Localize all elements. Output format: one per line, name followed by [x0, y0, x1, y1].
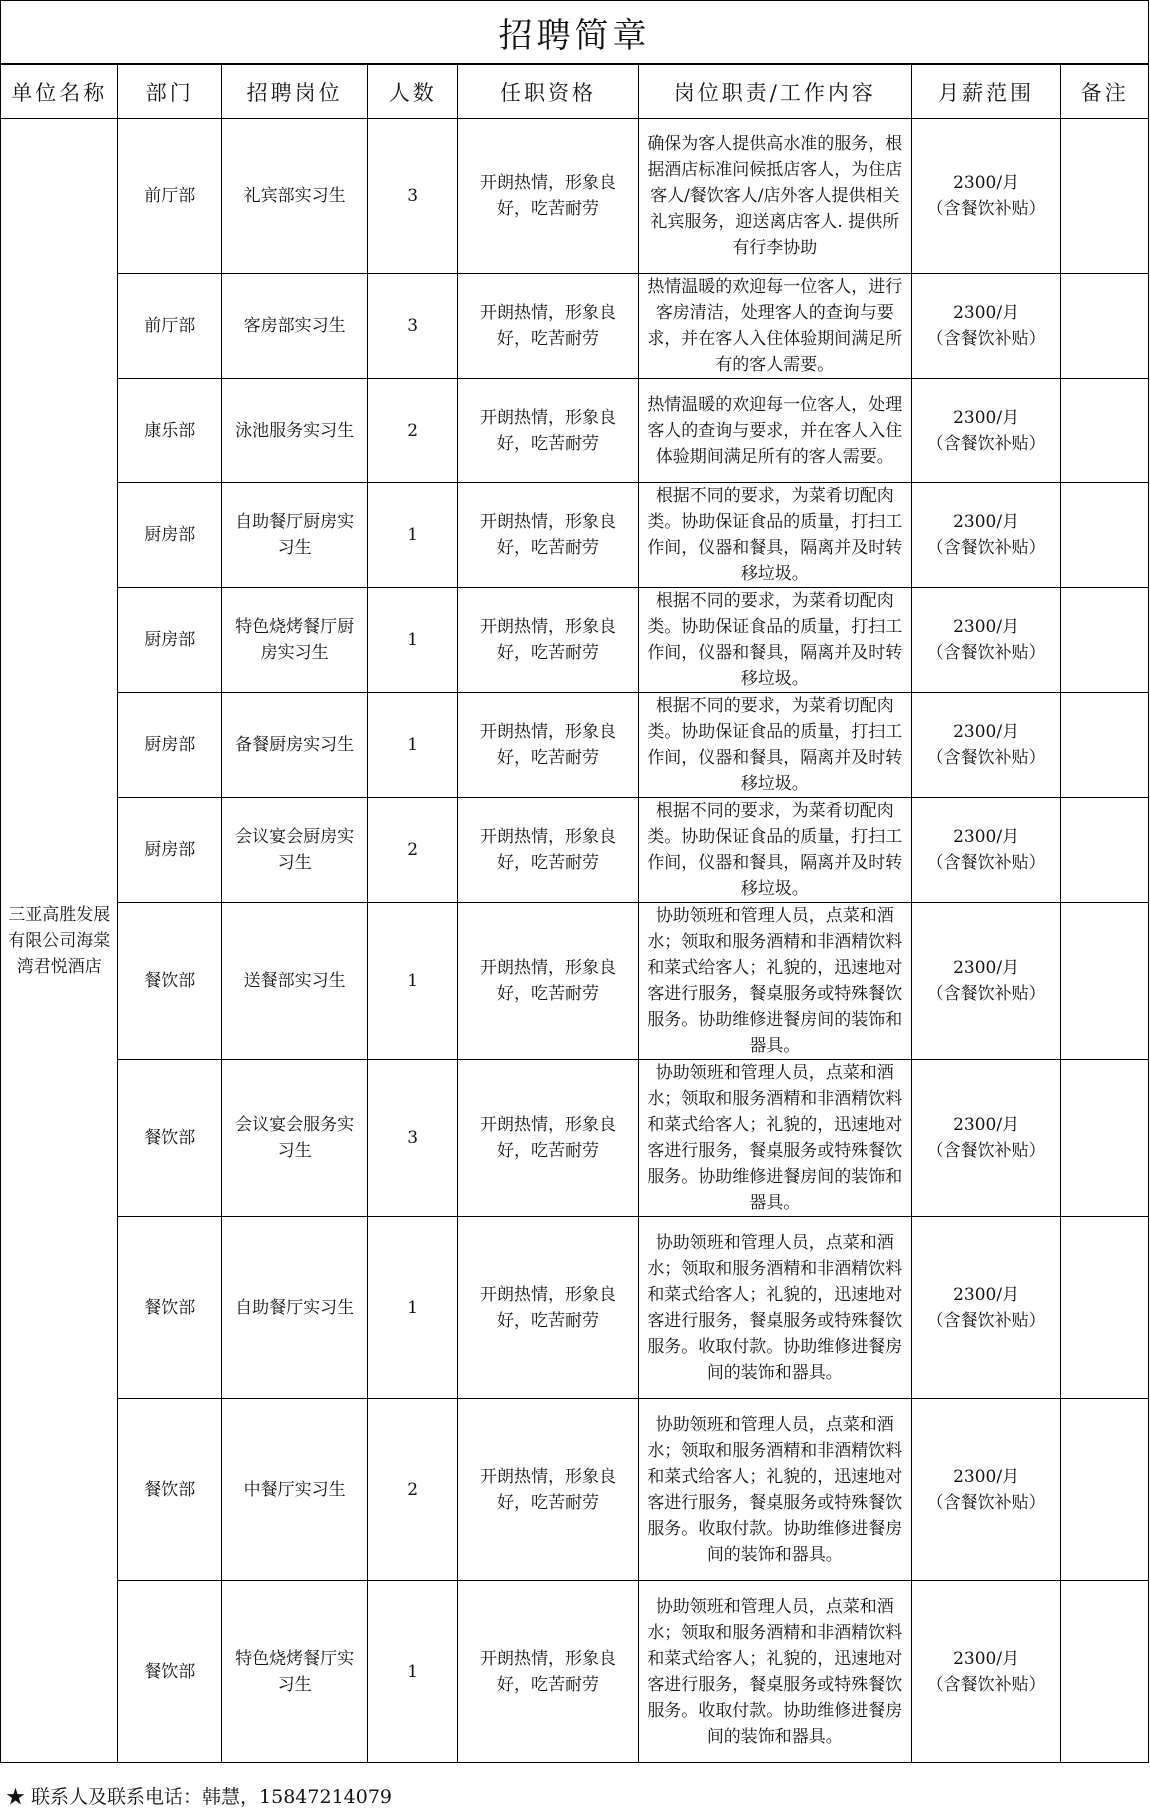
qualification-cell: 开朗热情，形象良好，吃苦耐劳 [458, 1060, 639, 1217]
company-name: 三亚高胜发展有限公司海棠湾君悦酒店 [1, 119, 118, 1763]
salary-cell [911, 1060, 1061, 1217]
dept-cell: 厨房部 [118, 798, 222, 903]
header-position: 招聘岗位 [222, 65, 368, 119]
duties-cell: 协助领班和管理人员，点菜和酒水；领取和服务酒精和非酒精饮料和菜式给客人；礼貌的，迅速地对客进行服务，餐桌服务或特殊餐饮服务。协助维修进餐房间的装饰和器具。 [638, 903, 911, 1060]
salary-note: （含餐饮补贴） [926, 433, 1046, 454]
dept-cell: 厨房部 [118, 693, 222, 798]
salary-cell [911, 1581, 1061, 1763]
remark-cell [1061, 379, 1149, 483]
qualification-cell: 开朗热情，形象良好，吃苦耐劳 [458, 693, 639, 798]
qualification-cell: 开朗热情，形象良好，吃苦耐劳 [458, 588, 639, 693]
header-duties: 岗位职责/工作内容 [638, 65, 911, 119]
remark-cell [1061, 119, 1149, 274]
count-cell: 3 [368, 274, 458, 379]
salary-amount: 2300/月 [953, 512, 1020, 532]
count-cell: 3 [368, 119, 458, 274]
salary-amount: 2300/月 [953, 303, 1020, 323]
remark-cell [1061, 588, 1149, 693]
table-row [1, 483, 1149, 588]
table-row [1, 1581, 1149, 1763]
count-cell: 1 [368, 1217, 458, 1399]
salary-cell [911, 274, 1061, 379]
salary-note: （含餐饮补贴） [926, 853, 1046, 873]
salary-amount: 2300/月 [953, 1466, 1020, 1487]
position-cell: 自助餐厅厨房实习生 [222, 483, 368, 588]
salary-amount: 2300/月 [953, 958, 1020, 978]
salary-amount: 2300/月 [953, 722, 1020, 742]
qualification-cell: 开朗热情，形象良好，吃苦耐劳 [458, 1399, 639, 1581]
duties-cell: 根据不同的要求，为菜肴切配肉类。协助保证食品的质量，打扫工作间，仪器和餐具，隔离并及时转移垃圾。 [638, 693, 911, 798]
table-row [1, 1060, 1149, 1217]
dept-cell: 康乐部 [118, 379, 222, 483]
duties-cell: 协助领班和管理人员，点菜和酒水；领取和服务酒精和非酒精饮料和菜式给客人；礼貌的，迅速地对客进行服务，餐桌服务或特殊餐饮服务。收取付款。协助维修进餐房间的装饰和器具。 [638, 1399, 911, 1581]
recruitment-table [0, 64, 1149, 1763]
dept-cell: 厨房部 [118, 588, 222, 693]
salary-cell [911, 483, 1061, 588]
duties-cell: 协助领班和管理人员，点菜和酒水；领取和服务酒精和非酒精饮料和菜式给客人；礼貌的，迅速地对客进行服务，餐桌服务或特殊餐饮服务。收取付款。协助维修进餐房间的装饰和器具。 [638, 1581, 911, 1763]
table-row [1, 274, 1149, 379]
table-row [1, 693, 1149, 798]
remark-cell [1061, 693, 1149, 798]
duties-cell: 确保为客人提供高水准的服务，根据酒店标准问候抵店客人，为住店客人/餐饮客人/店外客人提供相关礼宾服务，迎送离店客人. 提供所有行李协助 [638, 119, 911, 274]
dept-cell: 餐饮部 [118, 1581, 222, 1763]
qualification-cell: 开朗热情，形象良好，吃苦耐劳 [458, 274, 639, 379]
count-cell: 1 [368, 903, 458, 1060]
position-cell: 特色烧烤餐厅厨房实习生 [222, 588, 368, 693]
page-title: 招聘简章 [0, 0, 1149, 64]
table-row [1, 798, 1149, 903]
salary-note: （含餐饮补贴） [926, 538, 1046, 558]
count-cell: 1 [368, 693, 458, 798]
salary-amount: 2300/月 [953, 617, 1020, 637]
salary-note: （含餐饮补贴） [926, 748, 1046, 768]
salary-amount: 2300/月 [953, 1648, 1020, 1669]
table-row [1, 903, 1149, 1060]
salary-cell [911, 1217, 1061, 1399]
header-row [1, 65, 1149, 119]
salary-note: （含餐饮补贴） [926, 1674, 1046, 1695]
qualification-cell: 开朗热情，形象良好，吃苦耐劳 [458, 1217, 639, 1399]
qualification-cell: 开朗热情，形象良好，吃苦耐劳 [458, 119, 639, 274]
salary-note: （含餐饮补贴） [926, 1492, 1046, 1513]
remark-cell [1061, 483, 1149, 588]
count-cell: 1 [368, 1581, 458, 1763]
salary-cell [911, 903, 1061, 1060]
duties-cell: 热情温暖的欢迎每一位客人，进行客房清洁，处理客人的查询与要求，并在客人入住体验期间满足所有的客人需要。 [638, 274, 911, 379]
salary-note: （含餐饮补贴） [926, 984, 1046, 1004]
duties-cell: 热情温暖的欢迎每一位客人，处理客人的查询与要求，并在客人入住体验期间满足所有的客人需要。 [638, 379, 911, 483]
salary-cell [911, 588, 1061, 693]
dept-cell: 餐饮部 [118, 1217, 222, 1399]
count-cell: 2 [368, 798, 458, 903]
salary-amount: 2300/月 [953, 173, 1020, 193]
salary-note: （含餐饮补贴） [926, 643, 1046, 663]
dept-cell: 餐饮部 [118, 1060, 222, 1217]
count-cell: 3 [368, 1060, 458, 1217]
salary-cell [911, 119, 1061, 274]
position-cell: 送餐部实习生 [222, 903, 368, 1060]
dept-cell: 厨房部 [118, 483, 222, 588]
salary-note: （含餐饮补贴） [926, 1310, 1046, 1331]
salary-note: （含餐饮补贴） [926, 199, 1046, 219]
header-remark: 备注 [1061, 65, 1149, 119]
table-row [1, 1399, 1149, 1581]
salary-cell [911, 693, 1061, 798]
table-row [1, 379, 1149, 483]
contact-footer: ★ 联系人及联系电话：韩慧，15847214079 [6, 1786, 393, 1808]
header-company: 单位名称 [1, 65, 118, 119]
position-cell: 礼宾部实习生 [222, 119, 368, 274]
position-cell: 会议宴会服务实习生 [222, 1060, 368, 1217]
remark-cell [1061, 798, 1149, 903]
remark-cell [1061, 1581, 1149, 1763]
qualification-cell: 开朗热情，形象良好，吃苦耐劳 [458, 903, 639, 1060]
remark-cell [1061, 903, 1149, 1060]
position-cell: 客房部实习生 [222, 274, 368, 379]
dept-cell: 前厅部 [118, 119, 222, 274]
table-row [1, 1217, 1149, 1399]
dept-cell: 前厅部 [118, 274, 222, 379]
count-cell: 1 [368, 483, 458, 588]
remark-cell [1061, 1060, 1149, 1217]
duties-cell: 根据不同的要求，为菜肴切配肉类。协助保证食品的质量，打扫工作间，仪器和餐具，隔离并及时转移垃圾。 [638, 798, 911, 903]
position-cell: 泳池服务实习生 [222, 379, 368, 483]
header-dept: 部门 [118, 65, 222, 119]
qualification-cell: 开朗热情，形象良好，吃苦耐劳 [458, 379, 639, 483]
header-salary: 月薪范围 [911, 65, 1061, 119]
header-count: 人数 [368, 65, 458, 119]
salary-amount: 2300/月 [953, 1115, 1020, 1135]
dept-cell: 餐饮部 [118, 1399, 222, 1581]
count-cell: 2 [368, 1399, 458, 1581]
position-cell: 中餐厅实习生 [222, 1399, 368, 1581]
duties-cell: 协助领班和管理人员，点菜和酒水；领取和服务酒精和非酒精饮料和菜式给客人；礼貌的，迅速地对客进行服务，餐桌服务或特殊餐饮服务。协助维修进餐房间的装饰和器具。 [638, 1060, 911, 1217]
salary-note: （含餐饮补贴） [926, 1141, 1046, 1161]
position-cell: 会议宴会厨房实习生 [222, 798, 368, 903]
position-cell: 特色烧烤餐厅实习生 [222, 1581, 368, 1763]
qualification-cell: 开朗热情，形象良好，吃苦耐劳 [458, 1581, 639, 1763]
salary-amount: 2300/月 [953, 407, 1020, 428]
remark-cell [1061, 274, 1149, 379]
count-cell: 2 [368, 379, 458, 483]
qualification-cell: 开朗热情，形象良好，吃苦耐劳 [458, 483, 639, 588]
position-cell: 自助餐厅实习生 [222, 1217, 368, 1399]
remark-cell [1061, 1399, 1149, 1581]
qualification-cell: 开朗热情，形象良好，吃苦耐劳 [458, 798, 639, 903]
table-row [1, 119, 1149, 274]
salary-cell [911, 379, 1061, 483]
salary-note: （含餐饮补贴） [926, 329, 1046, 349]
dept-cell: 餐饮部 [118, 903, 222, 1060]
salary-amount: 2300/月 [953, 1284, 1020, 1305]
table-row [1, 588, 1149, 693]
salary-amount: 2300/月 [953, 827, 1020, 847]
duties-cell: 根据不同的要求，为菜肴切配肉类。协助保证食品的质量，打扫工作间，仪器和餐具，隔离并及时转移垃圾。 [638, 588, 911, 693]
position-cell: 备餐厨房实习生 [222, 693, 368, 798]
salary-cell [911, 798, 1061, 903]
duties-cell: 根据不同的要求，为菜肴切配肉类。协助保证食品的质量，打扫工作间，仪器和餐具，隔离并及时转移垃圾。 [638, 483, 911, 588]
duties-cell: 协助领班和管理人员，点菜和酒水；领取和服务酒精和非酒精饮料和菜式给客人；礼貌的，迅速地对客进行服务，餐桌服务或特殊餐饮服务。收取付款。协助维修进餐房间的装饰和器具。 [638, 1217, 911, 1399]
salary-cell [911, 1399, 1061, 1581]
count-cell: 1 [368, 588, 458, 693]
remark-cell [1061, 1217, 1149, 1399]
header-qualification: 任职资格 [458, 65, 639, 119]
